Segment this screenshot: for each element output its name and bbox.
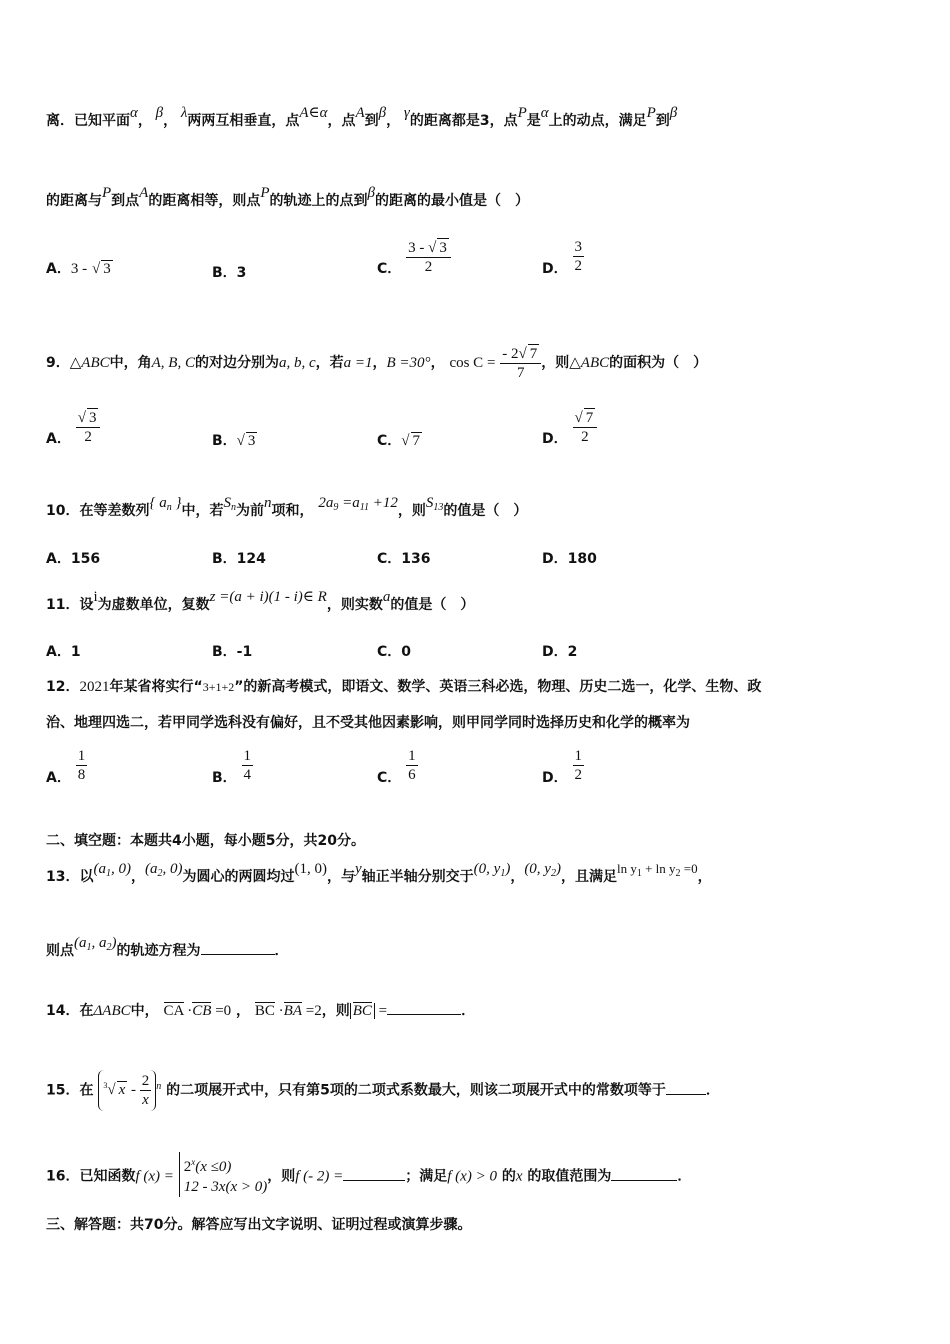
q12-option-c[interactable]: C． $\frac{1}{6}$ — [377, 748, 416, 786]
q14-stem: 14．在ΔABC中， CA ·CB =0 ， BC ·BA =2，则 BC = ． — [46, 1003, 476, 1019]
q10-option-c[interactable]: C．136 — [377, 551, 431, 567]
q10-stem: 10．在等差数列{ $a_n$ }中，若$S_n$为前n项和， $2a_9 =a_{11} +12$，则$S_{13}$的值是（ ） — [46, 495, 528, 519]
q12-option-a[interactable]: A． $\frac{1}{8}$ — [46, 748, 86, 786]
q12-stem-line1: 12．2021年某省将实行“3+1+2”的新高考模式，即语文、数学、英语三科必选，物理、历史二选一，化学、生物、政 — [46, 679, 762, 695]
q10-option-a[interactable]: A．156 — [46, 551, 101, 567]
q8-option-a[interactable]: A．3 - √ 3 — [46, 261, 111, 277]
q10-option-d[interactable]: D．180 — [542, 551, 597, 567]
q16-answer-blank-1[interactable] — [343, 1180, 405, 1181]
q16-answer-blank-2[interactable] — [611, 1180, 677, 1181]
q12-option-d[interactable]: D． $\frac{1}{2}$ — [542, 748, 582, 786]
q11-option-d[interactable]: D．2 — [542, 644, 578, 660]
q15-stem: 15．在 $^3$√ x - $\frac{2}{x}$ $^n$ 的二项展开式中，只有第5项的二项式系数最大，则该二项展开式中的常数项等于 ． — [46, 1070, 720, 1111]
q8-line2: 的距离与P到点A的距离相等，则点P的轨迹上的点到β的距离的最小值是（ ） — [46, 185, 529, 209]
q13-stem-line1: 13．以($a_1$, 0)，($a_2$, 0)为圆心的两圆均过(1, 0)，与y轴正半轴分别交于(0, $y_1$)，(0, $y_2$)，且满足$\ln y_1 + \ln y_2 =0$， — [46, 861, 712, 885]
section-solution-heading: 三、解答题：共70分。解答应写出文字说明、证明过程或演算步骤。 — [46, 1217, 472, 1233]
q9-option-b[interactable]: B．√ 3 — [212, 433, 256, 449]
q9-option-a[interactable]: A． $\frac{√ 3}{2}$ — [46, 408, 100, 446]
section-fill-in-heading: 二、填空题：本题共4小题，每小题5分，共20分。 — [46, 833, 365, 849]
q10-option-b[interactable]: B．124 — [212, 551, 266, 567]
q14-answer-blank[interactable] — [387, 1014, 461, 1015]
q15-answer-blank[interactable] — [666, 1094, 706, 1095]
q11-stem: 11．设i为虚数单位，复数z =(a + i)(1 - i)∈ R，则实数a的值是（ ） — [46, 589, 475, 613]
q16-stem: 16．已知函数f (x) = $2^x(x \le 0)$ 12 - 3x(x > 0) ，则f (- 2) = ；满足f (x) > 0 的x 的取值范围为 ． — [46, 1154, 691, 1199]
q9-stem: 9．△ABC中，角A, B, C的对边分别为a, b, c，若a =1，B =30°， cos C = $\frac{- 2√ 7}{7}$ ，则△ABC的面积为（ ） — [46, 346, 708, 381]
q8-option-b[interactable]: B．3 — [212, 265, 247, 281]
q12-option-b[interactable]: B． $\frac{1}{4}$ — [212, 748, 252, 786]
q8-option-c[interactable]: C． $\frac{3 - √ 3}{2}$ — [377, 238, 451, 276]
q13-stem-line2: 则点($a_1$, $a_2$)的轨迹方程为 ． — [46, 935, 289, 959]
q9-option-c[interactable]: C．√ 7 — [377, 433, 421, 449]
q9-option-d[interactable]: D． $\frac{√ 7}{2}$ — [542, 408, 597, 446]
q8-option-d[interactable]: D． $\frac{3}{2}$ — [542, 239, 582, 277]
q11-option-c[interactable]: C．0 — [377, 644, 412, 660]
q12-stem-line2: 治、地理四选二，若甲同学选科没有偏好，且不受其他因素影响，则甲同学同时选择历史和化学的概率为 — [46, 715, 690, 731]
q11-option-b[interactable]: B．-1 — [212, 644, 253, 660]
q13-answer-blank[interactable] — [201, 954, 275, 955]
q8-line1: 离．已知平面α， β， λ两两互相垂直，点A∈α，点A到β， γ的距离都是3，点P是α上的动点，满足P到β — [46, 105, 678, 129]
q11-option-a[interactable]: A．1 — [46, 644, 81, 660]
